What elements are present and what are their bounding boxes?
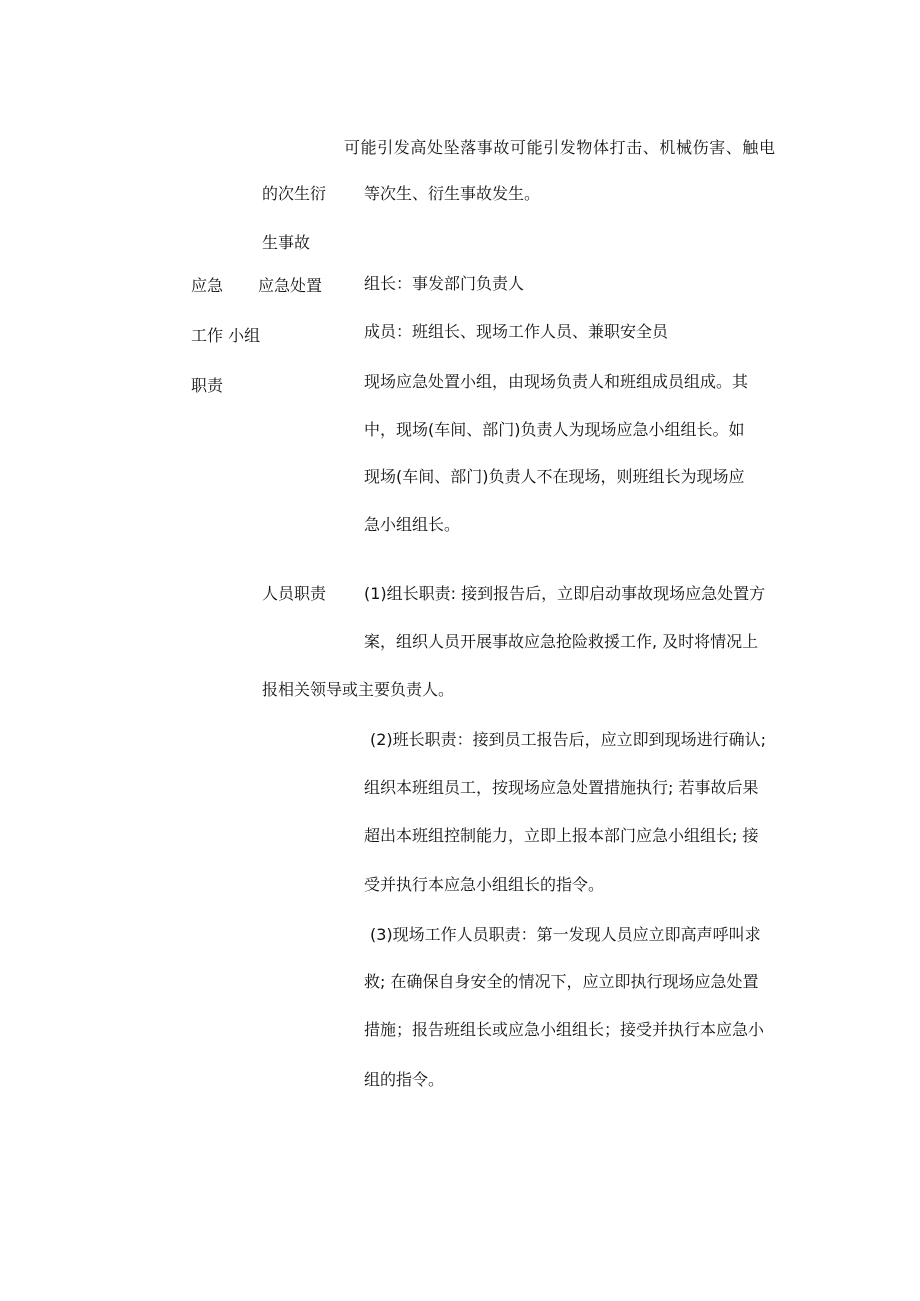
text-line: 成员：班组长、现场工作人员、兼职安全员 — [364, 322, 669, 341]
text-line: 等次生、衍生事故发生。 — [364, 184, 541, 203]
text-line: 组织本班组员工，按现场应急处置措施执行; 若事故后果 — [364, 778, 759, 797]
text-line: 救; 在确保自身安全的情况下，应立即执行现场应急处置 — [364, 972, 759, 991]
text-line: 措施；报告班组长或应急小组组长；接受并执行本应急小 — [364, 1020, 765, 1039]
text-line: 急小组组长。 — [364, 515, 461, 534]
row-label: 应急处置 — [258, 276, 323, 295]
text-line: (3)现场工作人员职责：第一发现人员应立即高声呼叫求 — [370, 925, 761, 944]
text-line: 现场(车间、部门)负责人不在现场，则班组长为现场应 — [364, 467, 745, 486]
text-line: 报相关领导或主要负责人。 — [262, 680, 455, 699]
text-line: 现场应急处置小组，由现场负责人和班组成员组成。其 — [364, 372, 749, 391]
text-line: (1)组长职责: 接到报告后，立即启动事故现场应急处置方 — [364, 584, 766, 603]
text-line: 组长：事发部门负责人 — [364, 274, 525, 293]
text-line: 可能引发高处坠落事故可能引发物体打击、机械伤害、触电 — [344, 138, 776, 157]
text-line: 超出本班组控制能力，立即上报本部门应急小组组长; 接 — [364, 826, 759, 845]
text-line: (2)班长职责：接到员工报告后，应立即到现场进行确认; — [370, 730, 767, 749]
row-label: 人员职责 — [262, 584, 327, 603]
row-label: 的次生衍 — [262, 184, 327, 203]
row-label: 生事故 — [262, 233, 311, 252]
text-line: 组的指令。 — [364, 1070, 445, 1089]
text-line: 案，组织人员开展事故应急抢险救援工作, 及时将情况上 — [364, 632, 759, 651]
section-label: 应急 — [191, 276, 224, 295]
text-line: 中，现场(车间、部门)负责人为现场应急小组组长。如 — [364, 420, 745, 439]
text-line: 受并执行本应急小组组长的指令。 — [364, 875, 605, 894]
section-label: 工作 小组 — [191, 326, 261, 345]
section-label: 职责 — [191, 376, 224, 395]
